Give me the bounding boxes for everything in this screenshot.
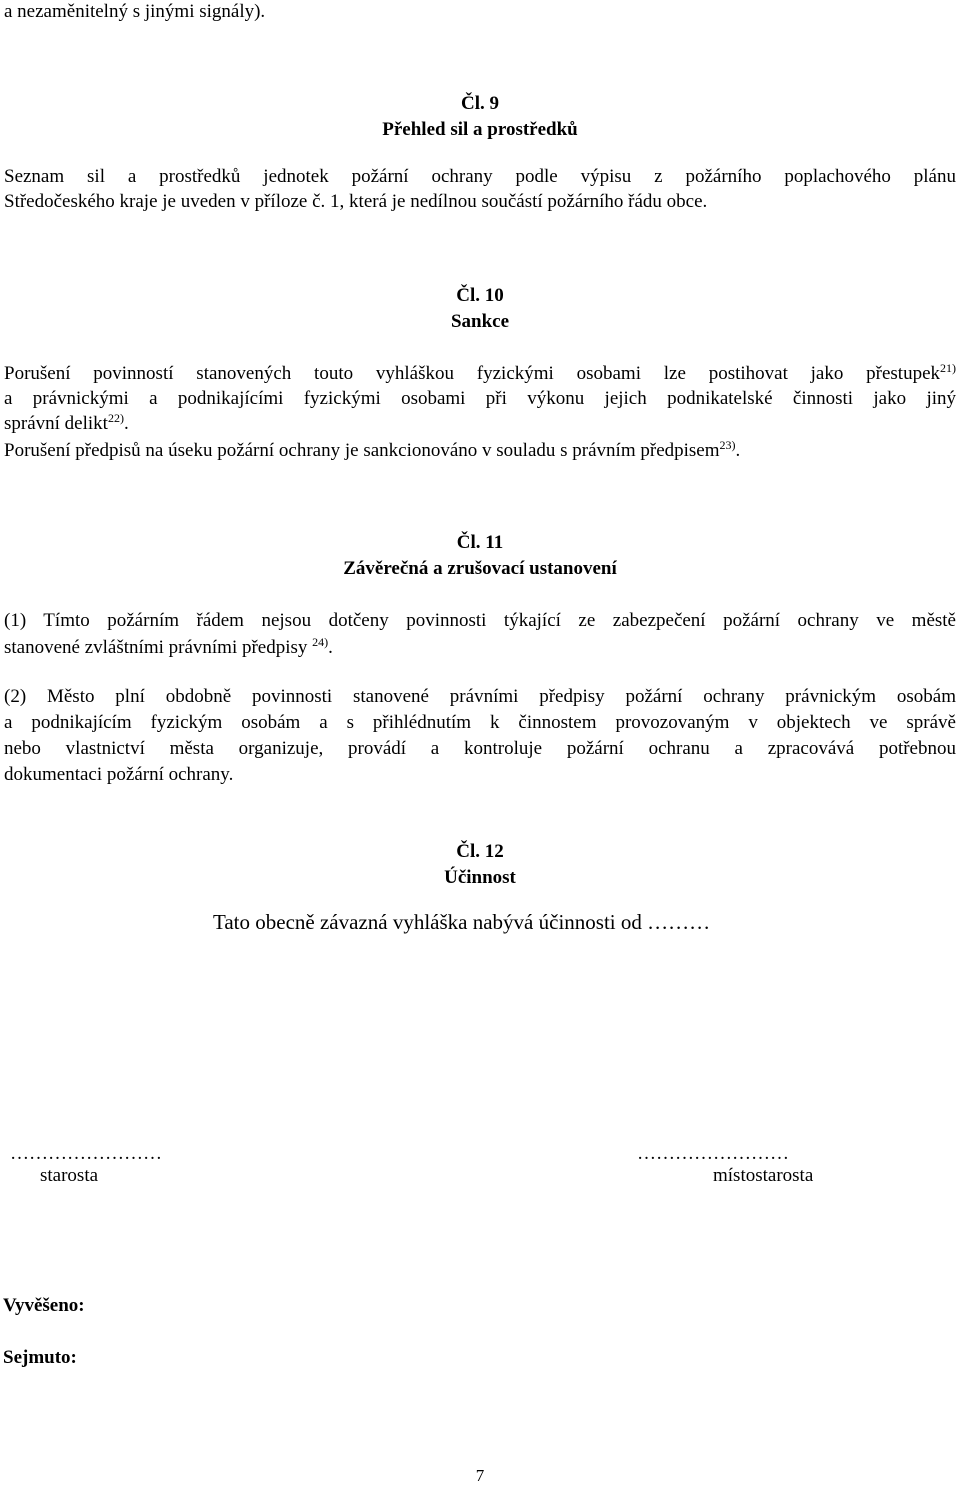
article-11-number: Čl. 11 [456, 532, 504, 553]
article-9-title: Přehled sil a prostředků [382, 119, 578, 140]
footnote-ref-24: 24) [312, 635, 329, 649]
punctuation: . [328, 637, 333, 658]
article-10-number: Čl. 10 [456, 285, 504, 306]
page-number: 7 [475, 1466, 485, 1485]
article-11-para-1-line-2 [4, 636, 333, 660]
signature-line-left: …………………… [10, 1143, 162, 1164]
article-10-text: Porušení povinností stanovených touto vyhláškou fyzickými osobami lze postihovat jako přestupek [4, 363, 940, 384]
article-11-para-2-line-2: a podnikajícím fyzickým osobám a s přihlédnutím k činnostem provozovaným v objektech ve správě [4, 712, 956, 733]
article-11-para-2-line-4: dokumentaci požární ochrany. [4, 764, 234, 785]
article-9-text-line-1: Seznam sil a prostředků jednotek požární ochrany podle výpisu z požárního poplachového plánu [4, 166, 956, 187]
punctuation: . [123, 413, 129, 434]
article-9-text-line-2: Středočeského kraje je uveden v příloze č. 1, která je nedílnou součástí požárního řádu obce. [4, 191, 708, 212]
removed-label: Sejmuto: [3, 1347, 77, 1368]
footnote-ref-23: 23) [719, 438, 736, 452]
article-11-text: stanovené zvláštními právními předpisy [4, 637, 308, 658]
signature-label-deputy-mayor: místostarosta [713, 1165, 814, 1186]
article-10-text-line-2: a právnickými a podnikajícími fyzickými osobami při výkonu jejich podnikatelské činnosti jako jiný [4, 388, 956, 409]
article-11-para-2-line-3: nebo vlastnictví města organizuje, provádí a kontroluje požární ochranu a zpracovává potřebnou [4, 738, 956, 759]
article-12-title: Účinnost [444, 867, 516, 888]
article-9-number: Čl. 9 [461, 93, 499, 114]
article-11-para-2-line-1: (2) Město plní obdobně povinnosti stanovené právními předpisy požární ochrany právnickým osobám [4, 686, 956, 707]
footnote-ref-22: 22) [107, 411, 124, 425]
posted-label: Vyvěšeno: [3, 1295, 85, 1316]
article-10-text-line-1 [4, 362, 956, 386]
signature-line-right: …………………… [637, 1143, 789, 1164]
article-10-text: správní delikt [4, 413, 108, 434]
article-11-title: Závěrečná a zrušovací ustanovení [343, 558, 617, 579]
punctuation: . [735, 440, 741, 461]
signature-label-mayor: starosta [40, 1165, 99, 1186]
article-10-text-line-4 [4, 439, 740, 463]
article-10-title: Sankce [450, 311, 510, 332]
article-12-number: Čl. 12 [456, 841, 504, 862]
continuation-text: a nezaměnitelný s jinými signály). [4, 1, 266, 22]
article-10-text: Porušení předpisů na úseku požární ochrany je sankcionováno v souladu s právním předpisem [4, 440, 720, 461]
effective-date-text: Tato obecně závazná vyhláška nabývá účinnosti od ……… [213, 910, 711, 934]
article-10-text-line-3 [4, 412, 129, 436]
footnote-ref-21: 21) [940, 361, 956, 375]
article-11-para-1-line-1: (1) Tímto požárním řádem nejsou dotčeny povinnosti týkající ze zabezpečení požární ochrany ve městě [4, 610, 956, 631]
